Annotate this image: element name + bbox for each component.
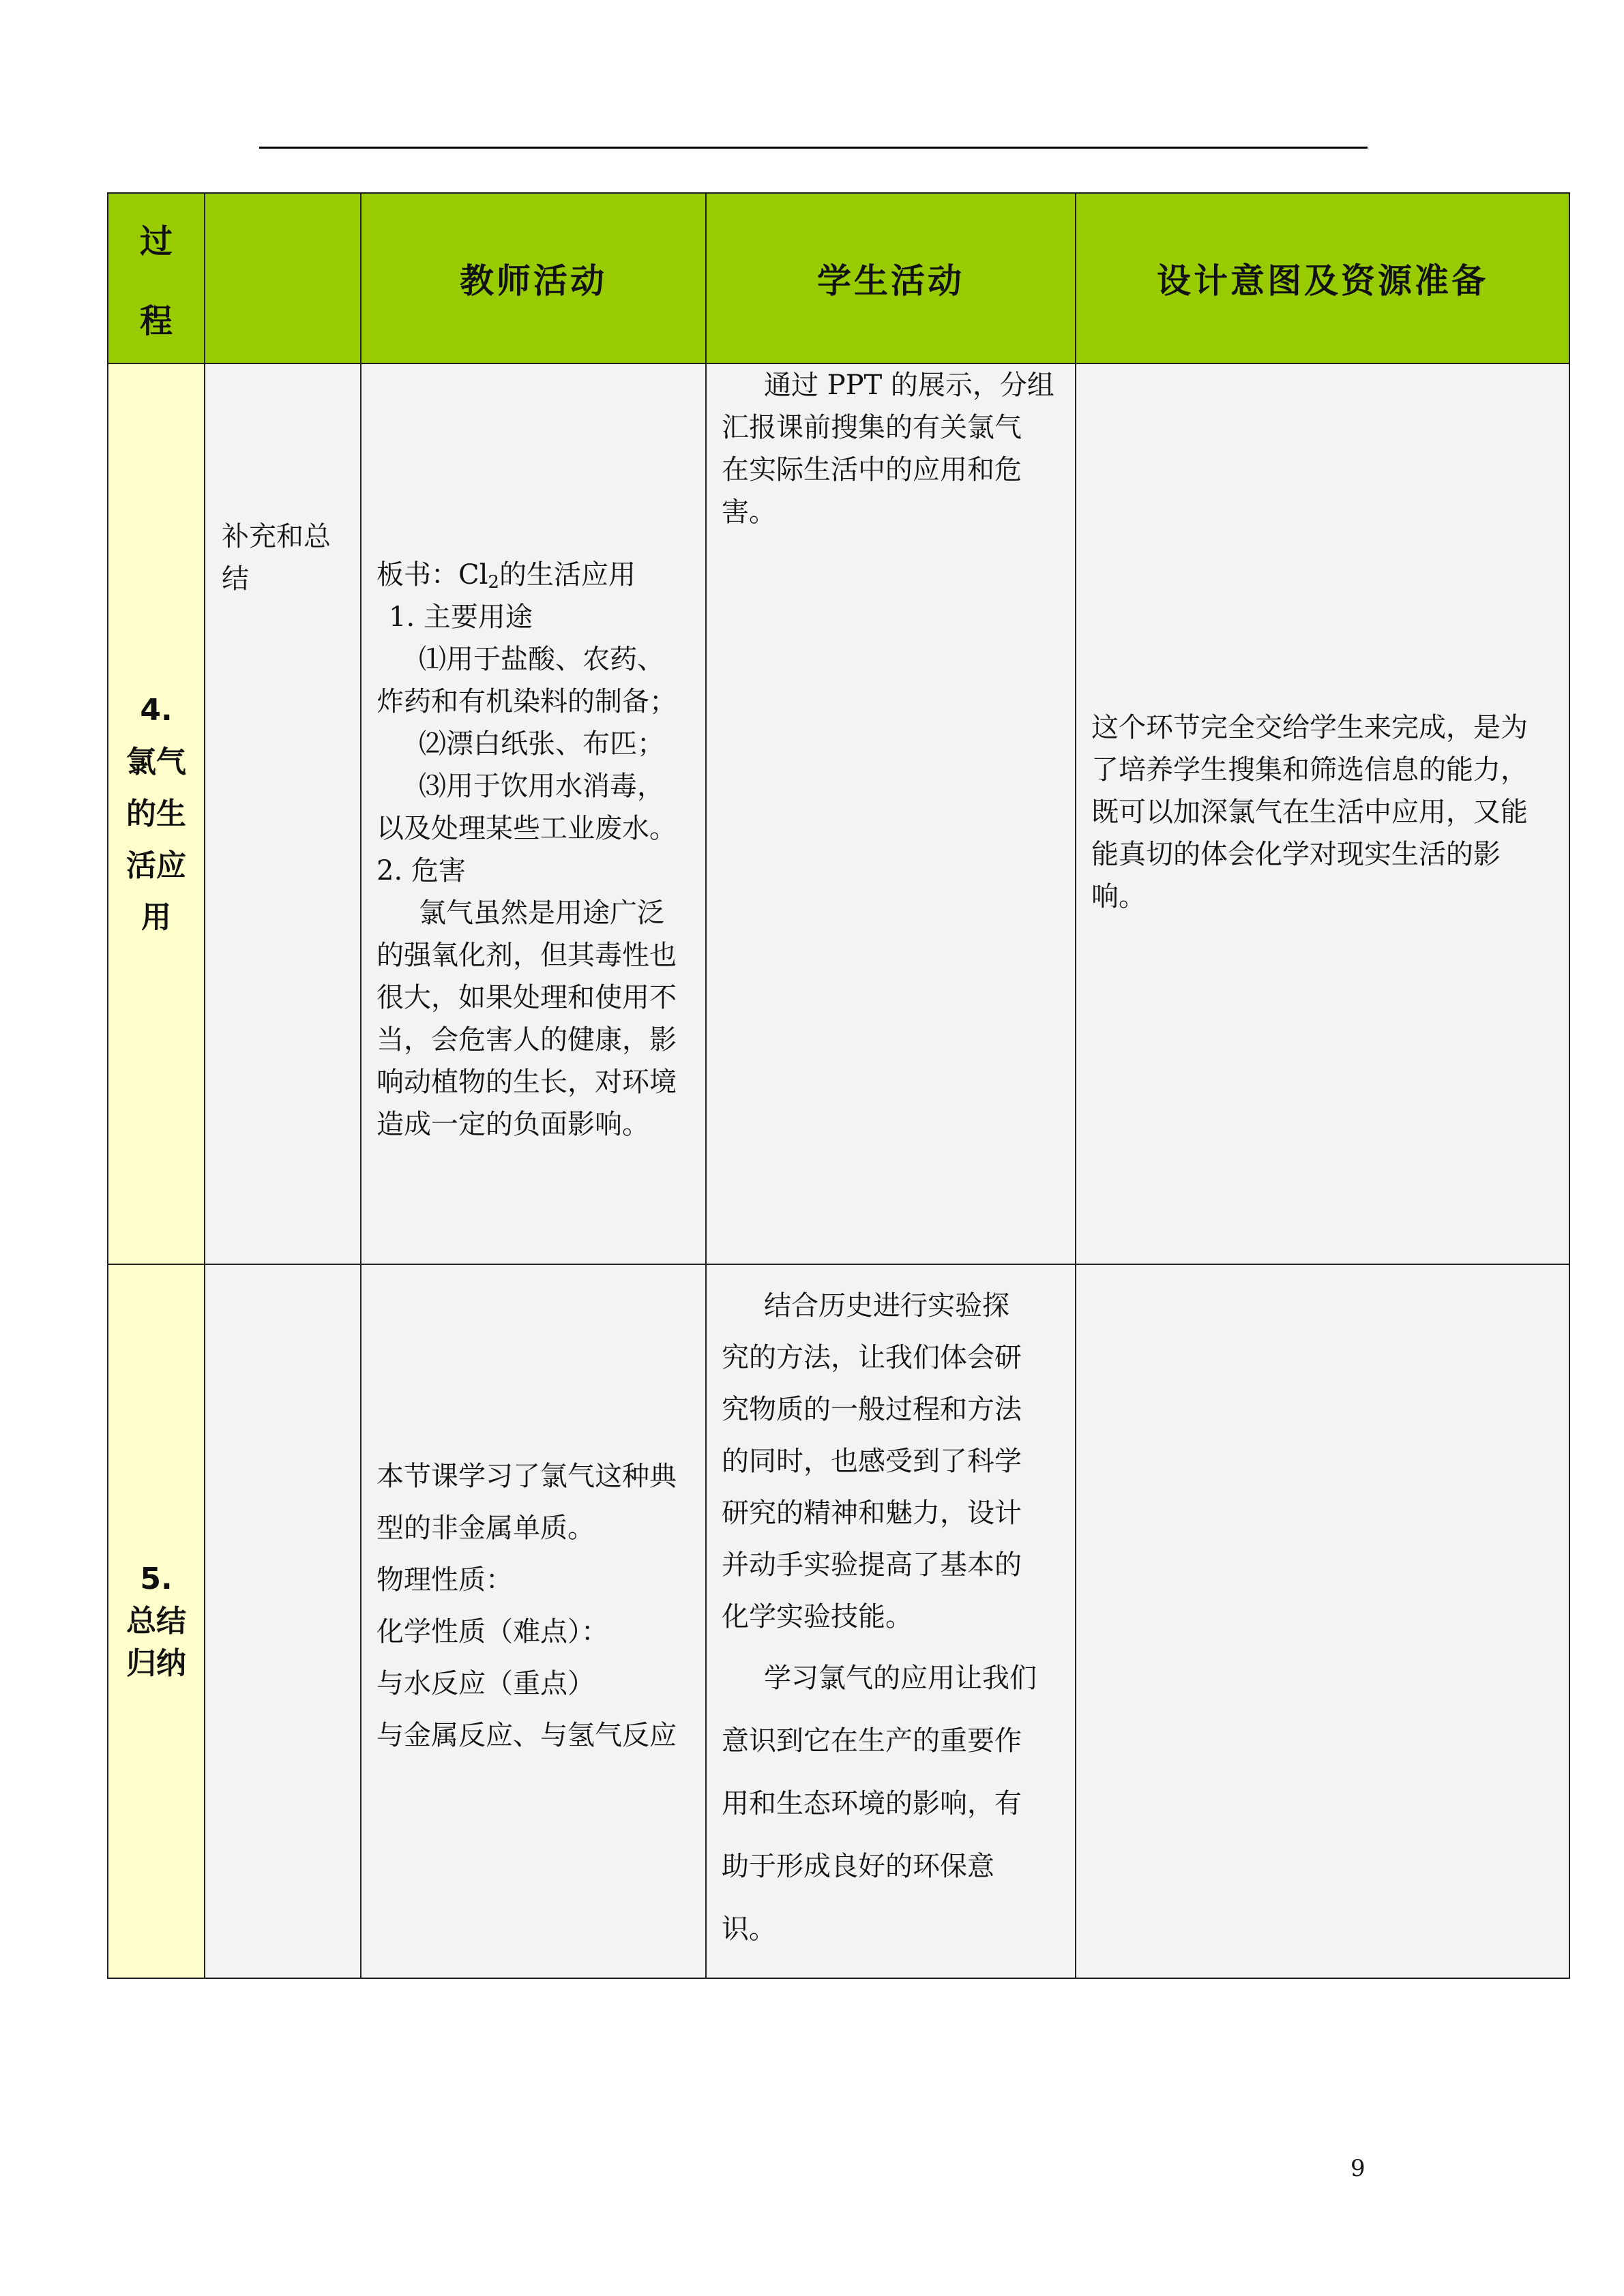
row4-process-line: 活应	[126, 848, 186, 883]
board-title-subscript: 2	[488, 572, 499, 593]
row5-student-p1-line: 并动手实验提高了基本的	[722, 1549, 1022, 1581]
row4-process-line: 氯气	[126, 744, 186, 779]
row5-design-cell	[1076, 1264, 1569, 1978]
header-teacher-label: 教师活动	[460, 261, 607, 301]
row5-student-p1-line: 究的方法，让我们体会研	[722, 1342, 1022, 1373]
board-title-prefix: 板书：Cl	[377, 559, 488, 591]
row5-teacher-line: 与金属反应、与氢气反应	[377, 1720, 677, 1751]
row4-design-line: 响。	[1091, 881, 1146, 912]
header-design	[1076, 193, 1569, 363]
lesson-plan-table	[107, 192, 1570, 1979]
row4-teacher-line: 很大，如果处理和使用不	[377, 982, 677, 1013]
row5-student-p2-line: 学习氯气的应用让我们	[764, 1663, 1037, 1694]
header-process-char-2: 程	[139, 302, 173, 340]
header-rule	[259, 147, 1368, 149]
header-student	[706, 193, 1076, 363]
row4-design-line: 既可以加深氯气在生活中应用，又能	[1091, 796, 1528, 828]
row5-student-p1-line: 化学实验技能。	[722, 1601, 913, 1632]
header-process-char-1: 过	[139, 222, 173, 260]
row5-student-p2-line: 识。	[722, 1913, 776, 1945]
row5-student-p2-line: 意识到它在生产的重要作	[722, 1725, 1022, 1757]
row5-process-cell	[108, 1264, 205, 1978]
row5-teacher-cell	[361, 1264, 706, 1978]
row5-student-p1-line: 的同时，也感受到了科学	[722, 1446, 1022, 1477]
row4-teacher-line: 当，会危害人的健康，影	[377, 1024, 677, 1056]
row4-teacher-line: 2. 危害	[377, 855, 466, 886]
row5-student-p2-line: 助于形成良好的环保意	[722, 1851, 994, 1882]
row4-teacher-line: 氯气虽然是用途广泛	[419, 897, 664, 929]
row4-teacher-line: 的强氧化剂，但其毒性也	[377, 940, 677, 971]
row5-teacher-line: 本节课学习了氯气这种典	[377, 1461, 677, 1492]
header-process	[108, 193, 205, 363]
row4-student-line: 通过 PPT 的展示，分组	[764, 370, 1054, 401]
row4-student-line: 害。	[722, 496, 776, 528]
row5-student-p1-line: 究物质的一般过程和方法	[722, 1394, 1022, 1425]
header-design-label: 设计意图及资源准备	[1157, 261, 1488, 301]
row4-process-cell	[108, 363, 205, 1264]
row5-sub-cell	[205, 1264, 361, 1978]
row4-teacher-line: 炸药和有机染料的制备；	[377, 686, 677, 717]
row4-design-line: 了培养学生搜集和筛选信息的能力，	[1091, 754, 1528, 786]
row5-student-p1-line: 研究的精神和魅力，设计	[722, 1497, 1022, 1529]
row5-student-cell	[706, 1264, 1076, 1978]
row5-teacher-line: 物理性质：	[377, 1564, 513, 1596]
header-sub-empty	[205, 193, 361, 363]
row5-teacher-line: 与水反应（重点）	[377, 1668, 595, 1699]
row4-student-line: 汇报课前搜集的有关氯气	[722, 412, 1022, 443]
row4-process-line: 的生	[126, 796, 186, 831]
row4-teacher-line: 以及处理某些工业废水。	[377, 813, 677, 844]
page-number: 9	[1350, 2155, 1365, 2182]
row5-process-line: 归纳	[126, 1645, 186, 1681]
row5-process-line: 总结	[126, 1603, 186, 1639]
row5-student-p2-line: 用和生态环境的影响，有	[722, 1788, 1022, 1819]
row4-sub-line: 结	[222, 563, 249, 595]
row4-teacher-line: ⑵漂白纸张、布匹；	[419, 728, 664, 760]
row4-process-line: 用	[141, 899, 171, 935]
table-row-4	[108, 363, 1569, 1264]
row4-design-line: 这个环节完全交给学生来完成，是为	[1091, 712, 1528, 743]
row4-student-line: 在实际生活中的应用和危	[722, 454, 1022, 486]
board-title-suffix: 的生活应用	[499, 559, 636, 591]
row5-student-p1-line: 结合历史进行实验探	[764, 1290, 1009, 1322]
row5-teacher-line: 型的非金属单质。	[377, 1512, 595, 1544]
row4-sub-line: 补充和总	[222, 521, 331, 552]
row4-design-cell	[1076, 363, 1569, 1264]
table-header-row	[108, 193, 1569, 363]
header-teacher	[361, 193, 706, 363]
table-row-5	[108, 1264, 1569, 1978]
row4-teacher-line: 1. 主要用途	[389, 601, 533, 633]
row5-process-line: 5.	[140, 1561, 173, 1596]
row4-board-title	[377, 554, 705, 596]
header-student-label: 学生活动	[817, 261, 964, 301]
row4-teacher-line: ⑶用于饮用水消毒，	[419, 771, 664, 802]
row4-teacher-cell	[361, 363, 706, 1264]
row4-student-cell	[706, 363, 1076, 1264]
row4-teacher-line: ⑴用于盐酸、农药、	[419, 644, 664, 675]
row4-design-line: 能真切的体会化学对现实生活的影	[1091, 839, 1501, 870]
row5-teacher-line: 化学性质（难点）：	[377, 1616, 608, 1648]
row4-sub-cell	[205, 363, 361, 1264]
row4-process-line: 4.	[140, 692, 173, 728]
row4-teacher-line: 响动植物的生长，对环境	[377, 1067, 677, 1098]
row4-teacher-line: 造成一定的负面影响。	[377, 1109, 649, 1140]
